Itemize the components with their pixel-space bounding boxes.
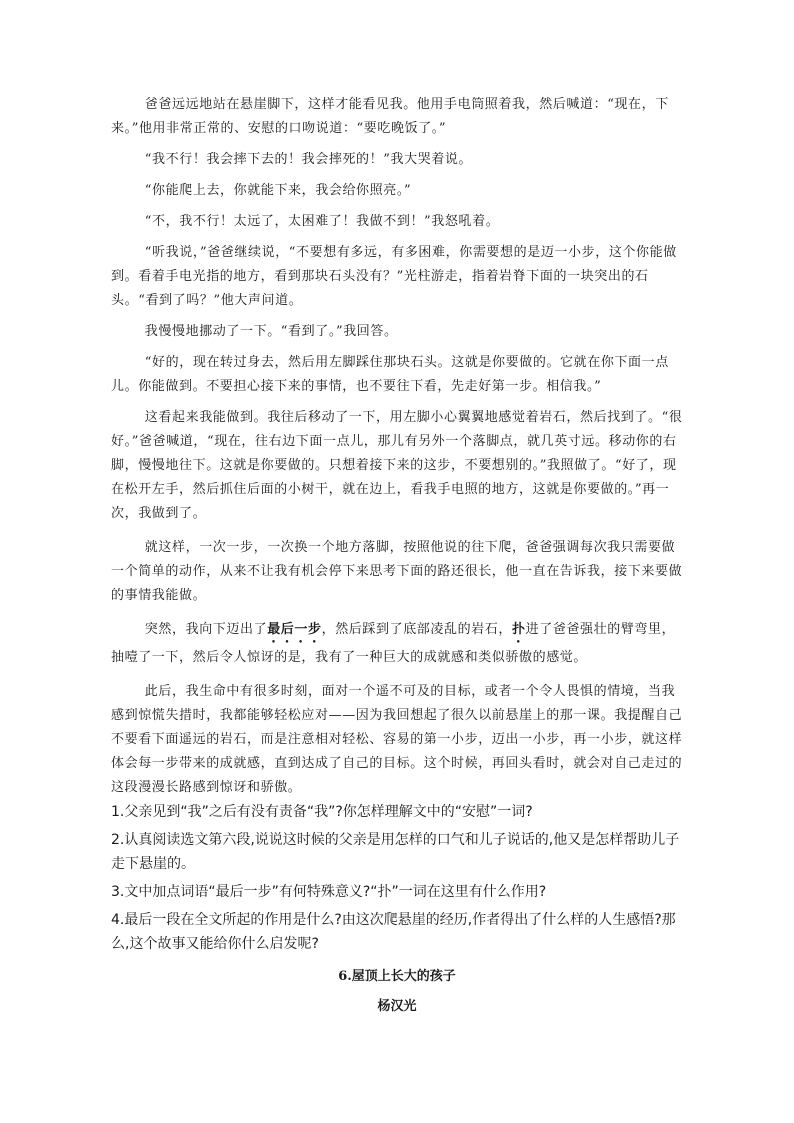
paragraph-9: 就这样，一次一步，一次换一个地方落脚，按照他说的往下爬，爸爸强调每次我只需要做一个简单的动作，从来不让我有机会停下来思考下面的路还很长，他一直在告诉我，接下来要做的事情我能做。 — [111, 540, 683, 603]
paragraph-6: 我慢慢地挪动了一下。“看到了。”我回答。 — [144, 324, 398, 339]
question-4: 4.最后一段在全文所起的作用是什么?由这次爬悬崖的经历,作者得出了什么样的人生感悟?那么,这个故事又能给你什么启发呢? — [111, 912, 676, 952]
emphasized-last-step: 最后一步 — [267, 622, 322, 637]
emphasized-pu: 扑 — [512, 622, 526, 637]
next-section-title: 6.屋顶上长大的孩子 — [338, 969, 456, 984]
paragraph-5: “听我说，”爸爸继续说，“不要想有多远，有多困难，你需要想的是迈一小步，这个你能做到。看着手电光指的地方，看到那块石头没有？”光柱游走，指着岩脊下面的一块突出的石头。“看到了吗？”他大声问道。 — [111, 245, 677, 308]
paragraph-11: 此后，我生命中有很多时刻，面对一个遥不可及的目标，或者一个令人畏惧的情境，当我感到惊慌失措时，我都能够轻松应对——因为我回想起了很久以前悬崖上的那一课。我提醒自己不要看下面遥远的岩石，而是注意相对轻松、容易的第一小步，迈出一小步，再一小步，就这样体会每一步带来的成就感，直到达成了自己的目标。这个时候，再回头看时，就会对自己走过的这段漫漫长路感到惊讶和骄傲。 — [111, 684, 683, 795]
paragraph-10-part-b: ，然后踩到了底部凌乱的岩石， — [321, 622, 513, 637]
paragraph-4: “不，我不行！太远了，太困难了！我做不到！”我怒吼着。 — [144, 214, 500, 229]
question-3: 3.文中加点词语“最后一步”有何特殊意义?“扑”一词在这里有什么作用? — [111, 884, 547, 900]
paragraph-7: “好的，现在转过身去，然后用左脚踩住那块石头。这就是你要做的。它就在你下面一点儿。你能做到。不要担心接下来的事情，也不要往下看，先走好第一步。相信我。” — [111, 355, 669, 394]
paragraph-2: “我不行！我会摔下去的！我会摔死的！”我大哭着说。 — [144, 152, 473, 167]
next-section-author: 杨汉光 — [377, 999, 417, 1014]
paragraph-3: “你能爬上去，你就能下来，我会给你照亮。” — [144, 183, 412, 198]
paragraph-10 — [111, 618, 687, 670]
question-list — [111, 800, 691, 960]
reading-passage — [111, 93, 687, 800]
paragraph-1: 爸爸远远地站在悬崖脚下，这样才能看见我。他用手电筒照着我，然后喊道：“现在，下来。”他用非常正常的、安慰的口吻说道：“要吃晚饭了。” — [111, 97, 669, 136]
paragraph-10-part-a: 突然，我向下迈出了 — [144, 622, 268, 637]
paragraph-10-part-c: 进了爸爸强壮的臂弯里，抽噎了一下，然后令人惊讶的是，我有了一种巨大的成就感和类似骄傲的感觉。 — [111, 622, 676, 665]
paragraph-8: 这看起来我能做到。我往后移动了一下，用左脚小心翼翼地感觉着岩石，然后找到了。“很好。”爸爸喊道，“现在，往右边下面一点儿，那儿有另外一个落脚点，就几英寸远。移动你的右脚，慢慢地往下。这就是你要做的。只想着接下来的这步，不要想别的。”我照做了。“好了，现在松开左手，然后抓住后面的小树干，就在边上，看我手电照的地方，这就是你要做的。”再一次，我做到了。 — [111, 410, 683, 521]
question-2: 2.认真阅读选文第六段,说说这时候的父亲是用怎样的口气和儿子说话的,他又是怎样帮助儿子走下悬崖的。 — [111, 832, 680, 872]
question-1: 1.父亲见到“我”之后有没有责备“我”?你怎样理解文中的“安慰”一词? — [111, 804, 533, 820]
